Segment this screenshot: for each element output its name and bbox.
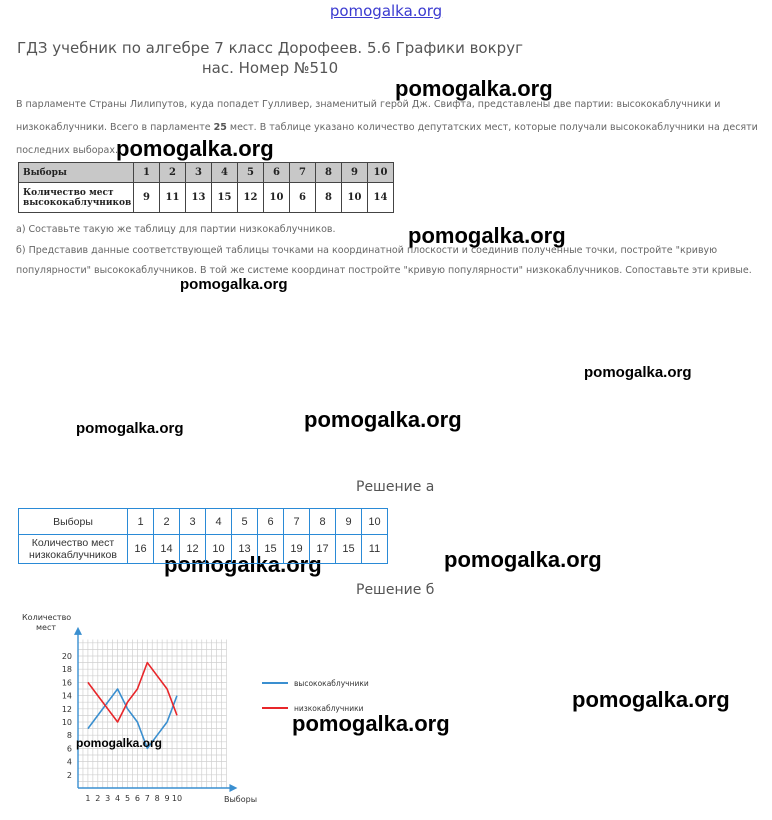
table-cell: 17 [310, 535, 336, 564]
x-tick-label: 7 [144, 794, 150, 803]
table-cell: 9 [336, 509, 362, 535]
y-axis-label: Количество [22, 613, 72, 622]
solution-b-heading: Решение б [356, 582, 435, 598]
table-cell: 10 [362, 509, 388, 535]
table-header-label: Выборы [19, 163, 134, 183]
x-tick-label: 4 [115, 794, 121, 803]
watermark: pomogalka.org [116, 136, 274, 161]
table-cell: 7 [290, 163, 316, 183]
table-cell: 6 [258, 509, 284, 535]
site-link[interactable]: pomogalka.org [329, 2, 443, 20]
table-cell: 13 [186, 183, 212, 213]
watermark: pomogalka.org [292, 711, 450, 736]
y-tick-label: 8 [66, 731, 72, 741]
table-cell: 6 [264, 163, 290, 183]
table-cell: 4 [212, 163, 238, 183]
table-cell: 1 [134, 163, 160, 183]
table-cell: 14 [154, 535, 180, 564]
chart-axes [74, 627, 237, 792]
y-tick-label: 16 [61, 678, 72, 688]
watermark: pomogalka.org [444, 547, 602, 572]
table-cell: 9 [134, 183, 160, 213]
y-tick-label: 10 [61, 718, 72, 727]
table-cell: 15 [212, 183, 238, 213]
watermark: pomogalka.org [304, 407, 462, 432]
table-cell: 8 [316, 163, 342, 183]
question-b: б) Представив данные соответствующей таблицы точками на координатной плоскости и соединив полученные точки, постройте "кривую популярности" высококаблучников. В той же системе координат постройте "кривую популярности" низкокаблучников. Сопоставьте эти кривые. [16, 245, 752, 276]
table-cell: 14 [368, 183, 394, 213]
table-low-heels [18, 508, 388, 564]
table-cell: 10 [342, 183, 368, 213]
table-cell: 4 [206, 509, 232, 535]
x-axis-arrow [229, 784, 237, 792]
y-tick-label: 4 [66, 757, 72, 767]
watermark: pomogalka.org [408, 223, 566, 248]
x-tick-label: 6 [134, 794, 140, 803]
chart-ticks [62, 652, 182, 803]
y-tick-label: 20 [61, 652, 72, 661]
table-cell: 9 [342, 163, 368, 183]
table-cell: 3 [186, 163, 212, 183]
table-cell: 8 [310, 509, 336, 535]
watermark: pomogalka.org [76, 736, 163, 750]
table-cell: 11 [160, 183, 186, 213]
table-cell: 7 [284, 509, 310, 535]
x-tick-label: 10 [171, 794, 183, 803]
table-cell: 11 [362, 535, 388, 564]
table-cell: 12 [238, 183, 264, 213]
table-cell: 10 [264, 183, 290, 213]
x-tick-label: 1 [85, 794, 91, 803]
x-tick-label: 8 [154, 794, 160, 803]
x-tick-label: 3 [105, 794, 111, 803]
table-row-label: Количество мест высококаблучников [19, 183, 134, 213]
x-tick-label: 5 [124, 794, 131, 803]
y-axis-arrow [74, 627, 82, 635]
table-cell: 19 [284, 535, 310, 564]
watermark: pomogalka.org [395, 76, 553, 101]
watermark: pomogalka.org [584, 364, 692, 381]
y-tick-label: 18 [61, 665, 72, 675]
table-cell: 3 [180, 509, 206, 535]
table-cell: 10 [206, 535, 232, 564]
page-title: ГДЗ учебник по алгебре 7 класс Дорофеев. 5.6 Графики вокруг нас. Номер №510 [17, 39, 523, 77]
watermark: pomogalka.org [76, 420, 184, 437]
y-axis-label: мест [36, 623, 57, 632]
table-cell: 10 [368, 163, 394, 183]
table-cell: 16 [128, 535, 154, 564]
table-cell: 15 [336, 535, 362, 564]
problem-text: В парламенте Страны Лилипутов, куда попадет Гулливер, знаменитый герой Дж. Свифта, представлены две партии: высококаблучники и низкокаблучники. Всего в парламенте 25 мест. В таблице указано количество депутатских мест, которые получали высококаблучники на десяти последних выборах. [16, 99, 758, 156]
table-cell: 1 [128, 509, 154, 535]
table-cell: 5 [232, 509, 258, 535]
watermark: pomogalka.org [180, 276, 288, 293]
x-tick-label: 2 [95, 794, 101, 803]
table-cell: 15 [258, 535, 284, 564]
table-cell: 6 [290, 183, 316, 213]
table-cell: 5 [238, 163, 264, 183]
table-cell: 13 [232, 535, 258, 564]
table-cell: 8 [316, 183, 342, 213]
legend-label-low: низкокаблучники [294, 704, 364, 713]
y-tick-label: 14 [61, 691, 72, 701]
y-tick-label: 2 [66, 770, 72, 780]
table-cell: 12 [180, 535, 206, 564]
y-tick-label: 6 [66, 744, 72, 754]
watermark: pomogalka.org [572, 687, 730, 712]
table-cell: 2 [160, 163, 186, 183]
table-row-label: Количество мест низкокаблучников [19, 535, 128, 564]
table-header-label: Выборы [19, 509, 128, 535]
x-axis-label: Выборы [224, 795, 258, 804]
popularity-chart [18, 604, 382, 816]
solution-a-heading: Решение а [356, 479, 435, 495]
question-a: а) Составьте такую же таблицу для партии низкокаблучников. [16, 224, 336, 235]
chart-grid [78, 640, 227, 789]
y-tick-label: 12 [61, 704, 72, 714]
table-high-heels [18, 162, 394, 213]
legend-label-high: высококаблучники [294, 679, 369, 688]
table-cell: 2 [154, 509, 180, 535]
x-tick-label: 9 [164, 794, 170, 803]
watermark: pomogalka.org [164, 552, 322, 577]
